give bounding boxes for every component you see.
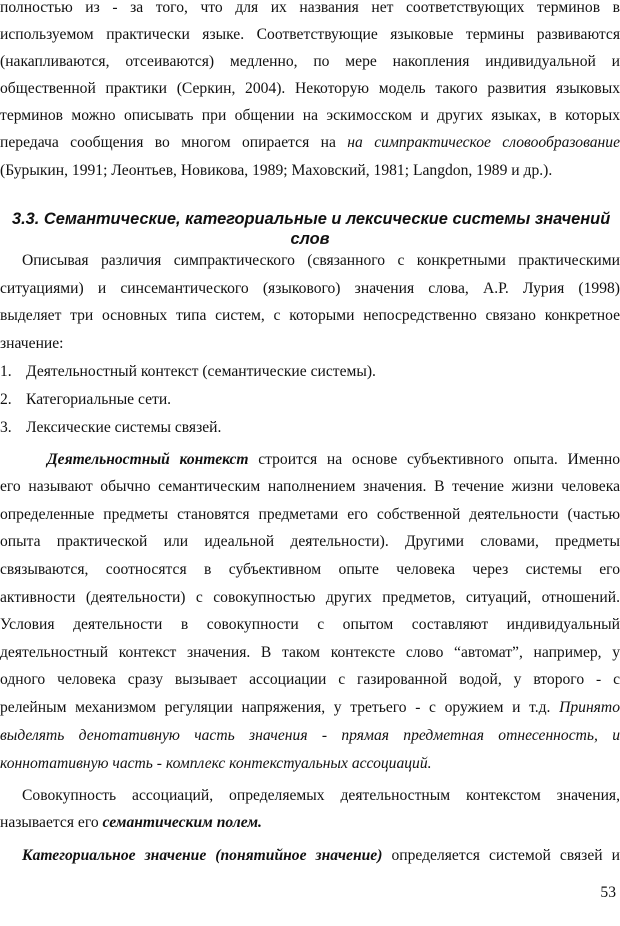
text-line bbox=[22, 846, 620, 866]
section-heading-line2: слов bbox=[290, 230, 330, 248]
list-number: 2. bbox=[0, 391, 12, 408]
emphasis-text: Категориальное значение (понятийное значение) bbox=[22, 847, 383, 864]
text-line: (Бурыкин, 1991; Леонтьев, Новикова, 1989; Маховский, 1981; Langdon, 1989 и др.). bbox=[0, 162, 553, 179]
text-line bbox=[0, 726, 620, 746]
list-item bbox=[0, 418, 221, 438]
list-item bbox=[0, 390, 171, 410]
text-line: активности (деятельности) с совокупностью других предметов, ситуаций, отношений. bbox=[0, 589, 620, 606]
text-line: Условия деятельности в совокупности с опытом составляют индивидуальный bbox=[0, 616, 620, 633]
emphasis-text: выделять денотативную часть значения - прямая предметная отнесенность, и bbox=[0, 727, 620, 744]
text-line: опыта практической или идеальной деятельности). Другими словами, предметы bbox=[0, 533, 620, 550]
text-line: используемом практически языке. Соответствующие языковые термины развиваются bbox=[0, 26, 620, 43]
text-line: одного человека сразу вызывает ассоциации с газированной водой, у второго - с bbox=[0, 671, 620, 688]
text-line: терминов можно описывать при общении на эскимосском и других языках, в которых bbox=[0, 107, 620, 124]
list-item bbox=[0, 362, 376, 382]
text-line bbox=[0, 133, 620, 153]
list-text: Лексические системы связей. bbox=[26, 419, 222, 436]
emphasis-text: коннотативную часть - комплекс контекстуальных ассоциаций. bbox=[0, 755, 432, 772]
text-span: передача сообщения во многом опирается на bbox=[0, 134, 348, 151]
text-line: Совокупность ассоциаций, определяемых деятельностным контекстом значения, bbox=[22, 787, 620, 804]
emphasis-text: на симпрактическое словообразование bbox=[347, 134, 620, 151]
emphasis-text: Принято bbox=[559, 699, 620, 716]
list-number: 1. bbox=[0, 363, 12, 380]
text-line: Описывая различия симпрактического (связанного с конкретными практическими bbox=[22, 252, 620, 269]
text-line: (накапливаются, отсеиваются) медленно, по мере накопления индивидуальной и bbox=[0, 53, 620, 70]
text-line: выделяет три основных типа систем, с которыми непосредственно связано конкретное bbox=[0, 307, 620, 324]
text-line: ситуациями) и синсемантического (языкового) значения слова, А.Р. Лурия (1998) bbox=[0, 280, 620, 297]
text-line: полностью из - за того, что для их названия нет соответствующих терминов в bbox=[0, 0, 620, 16]
text-line: определенные предметы становятся предметами его собственной деятельности (частью bbox=[0, 506, 620, 523]
text-span: называется его bbox=[0, 814, 103, 831]
text-line bbox=[0, 698, 620, 718]
emphasis-text: семантическим полем. bbox=[102, 814, 262, 831]
text-line: общественной практики (Серкин, 2004). Некоторую модель такого развития языковых bbox=[0, 80, 620, 97]
list-text: Категориальные сети. bbox=[26, 391, 172, 408]
list-text: Деятельностный контекст (семантические системы). bbox=[26, 363, 376, 380]
text-line: значение: bbox=[0, 335, 64, 352]
page-number: 53 bbox=[600, 884, 616, 901]
text-line: деятельностный контекст значения. В таком контексте слово “автомат”, например, у bbox=[0, 644, 620, 661]
emphasis-text: Деятельностный контекст bbox=[47, 451, 249, 468]
text-line bbox=[0, 813, 620, 833]
text-line: связываются, соотносятся в субъективном опыте человека через системы его bbox=[0, 561, 620, 578]
text-line bbox=[0, 754, 620, 774]
text-line bbox=[47, 450, 620, 470]
list-number: 3. bbox=[0, 419, 12, 436]
text-line: его называют обычно семантическим наполнением значения. В течение жизни человека bbox=[0, 478, 620, 495]
text-span: строится на основе субъективного опыта. Именно bbox=[248, 451, 620, 468]
text-span: релейным механизмом регуляции напряжения, у третьего - с оружием и т.д. bbox=[0, 699, 560, 716]
section-heading-line1: 3.3. Семантические, категориальные и лексические системы значений bbox=[12, 210, 611, 228]
text-span: определяется системой связей и bbox=[382, 847, 620, 864]
section-heading bbox=[0, 209, 620, 249]
